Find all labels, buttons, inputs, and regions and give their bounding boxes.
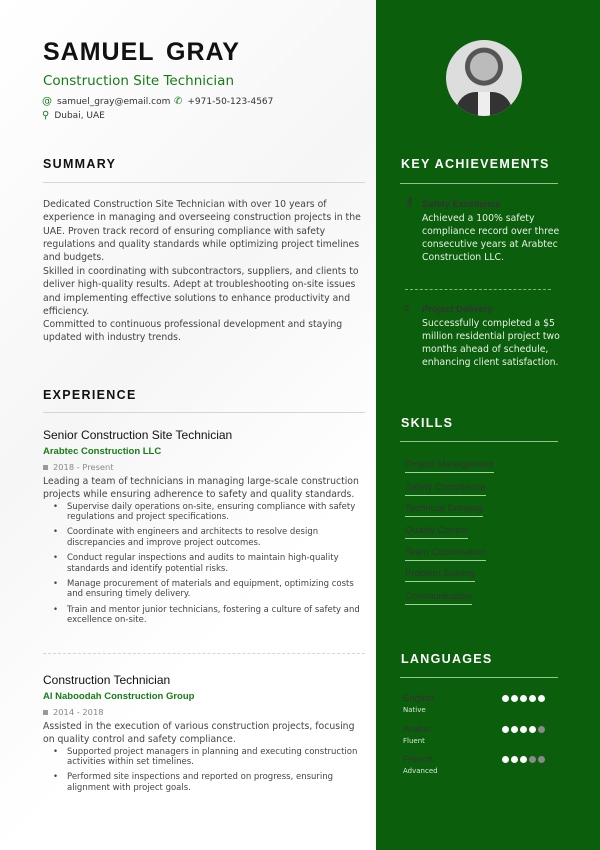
bullet: • Performed site inspections and reported on progress, ensuring alignment with project goals. [51, 772, 368, 793]
language-level: Native [403, 706, 426, 714]
location-contact [42, 110, 105, 121]
phone-icon: ✆ [174, 96, 183, 107]
achievement-item [403, 199, 563, 264]
achievement-title: Project Delivery [422, 304, 493, 314]
summary-paragraph: Dedicated Construction Site Technician with over 10 years of experience in managing and overseeing construction projects in the UAE. Proven track record of ensuring compliance with safety regulations and quality standards while optimizing project timelines and budgets. [43, 199, 361, 264]
bullet: • Supported project managers in planning and executing construction activities within set timelines. [51, 747, 368, 768]
bullet: • Coordinate with engineers and architects to resolve design discrepancies and improve project outcomes. [51, 527, 368, 548]
skills-heading: SKILLS [401, 416, 454, 430]
dates-text: 2014 - 2018 [53, 707, 104, 717]
rating-dot-empty [538, 756, 545, 763]
achievements-heading: KEY ACHIEVEMENTS [401, 157, 550, 171]
calendar-icon [43, 710, 48, 715]
divider [43, 182, 365, 183]
rating-dot-empty [538, 726, 545, 733]
phone-text: +971-50-123-4567 [187, 96, 274, 107]
rating-dot-filled [511, 726, 518, 733]
skill-tag: Technical Drawing [405, 503, 483, 517]
job-dates [43, 462, 368, 472]
email-contact [42, 96, 170, 107]
rating-dot-filled [502, 756, 509, 763]
achievement-item [403, 304, 563, 369]
language-level: Advanced [403, 767, 438, 775]
location-text: Dubai, UAE [54, 110, 105, 121]
job-description: Leading a team of technicians in managing large-scale construction projects while ensuring adherence to safety and quality standards. [43, 476, 359, 501]
company: Al Naboodah Construction Group [43, 691, 195, 702]
skill-tag: Project Management [405, 459, 494, 473]
rating-dots [502, 756, 545, 763]
skill-tag: Problem Solving [405, 568, 475, 582]
language-name: English [403, 693, 435, 704]
job-entry [43, 428, 368, 631]
rating-dot-filled [538, 695, 545, 702]
language-name: French [403, 754, 433, 765]
rating-dot-filled [511, 695, 518, 702]
experience-heading: EXPERIENCE [43, 388, 137, 402]
rating-dot-filled [502, 695, 509, 702]
achievement-text: Successfully completed a $5 million residential project two months ahead of schedule, enhancing client satisfaction. [422, 318, 560, 368]
job-description: Assisted in the execution of various construction projects, focusing on quality control and safety compliance. [43, 721, 355, 746]
divider [405, 289, 551, 290]
rating-dot-filled [511, 756, 518, 763]
rating-dot-filled [502, 726, 509, 733]
bullet: • Train and mentor junior technicians, fostering a culture of safety and excellence on-site. [51, 605, 368, 626]
summary-heading: SUMMARY [43, 157, 117, 171]
job-title: Senior Construction Site Technician [43, 428, 233, 442]
rating-dot-filled [520, 726, 527, 733]
email-text: samuel_gray@email.com [57, 96, 171, 107]
skill-tag: Quality Control [405, 525, 468, 539]
candidate-name: SAMUEL GRAY [43, 38, 240, 66]
rating-dot-filled [529, 695, 536, 702]
rating-dot-filled [529, 726, 536, 733]
summary-paragraph: Skilled in coordinating with subcontractors, suppliers, and clients to deliver high-quality results. Adept at troubleshooting on-site issues and implementing effective solutions to enhance productivity and efficiency. [43, 266, 359, 317]
phone-contact [174, 96, 273, 107]
job-title: Construction Site Technician [43, 73, 235, 89]
job-bullets [51, 747, 368, 794]
job-title: Construction Technician [43, 673, 171, 687]
bullet: • Manage procurement of materials and equipment, optimizing costs and ensuring timely delivery. [51, 579, 368, 600]
job-dates [43, 707, 368, 717]
rocket-icon: ⌂ [403, 303, 410, 314]
divider [400, 677, 558, 678]
rating-dot-empty [529, 756, 536, 763]
language-item [403, 724, 543, 745]
divider [400, 441, 558, 442]
profile-photo [446, 40, 522, 116]
divider [400, 183, 558, 184]
divider [43, 653, 365, 654]
job-entry [43, 673, 368, 798]
job-bullets [51, 502, 368, 626]
rating-dot-filled [520, 756, 527, 763]
rating-dots [502, 726, 545, 733]
dates-text: 2018 - Present [53, 462, 114, 472]
language-item [403, 693, 543, 714]
language-name: Arabic [403, 724, 431, 735]
achievement-text: Achieved a 100% safety compliance record over three consecutive years at Arabtec Construction LLC. [422, 213, 560, 263]
company: Arabtec Construction LLC [43, 446, 162, 457]
location-pin-icon: ⚲ [42, 110, 50, 121]
at-icon: @ [42, 96, 52, 107]
summary-paragraph: Committed to continuous professional development and staying updated with industry trends. [43, 319, 343, 344]
language-item [403, 754, 543, 775]
language-level: Fluent [403, 737, 425, 745]
rating-dot-filled [520, 695, 527, 702]
skill-tag: Team Coordination [405, 547, 486, 561]
award-icon: 🏅︎ [403, 198, 416, 209]
divider [43, 412, 365, 413]
bullet: • Supervise daily operations on-site, ensuring compliance with safety regulations and project specifications. [51, 502, 368, 523]
achievement-title: Safety Excellence [422, 199, 501, 209]
calendar-icon [43, 465, 48, 470]
rating-dots [502, 695, 545, 702]
bullet: • Conduct regular inspections and audits to maintain high-quality standards and identify potential risks. [51, 553, 368, 574]
languages-heading: LANGUAGES [401, 652, 493, 666]
skill-tag: Safety Compliance [405, 482, 486, 496]
skill-tag: Communication [405, 591, 472, 605]
